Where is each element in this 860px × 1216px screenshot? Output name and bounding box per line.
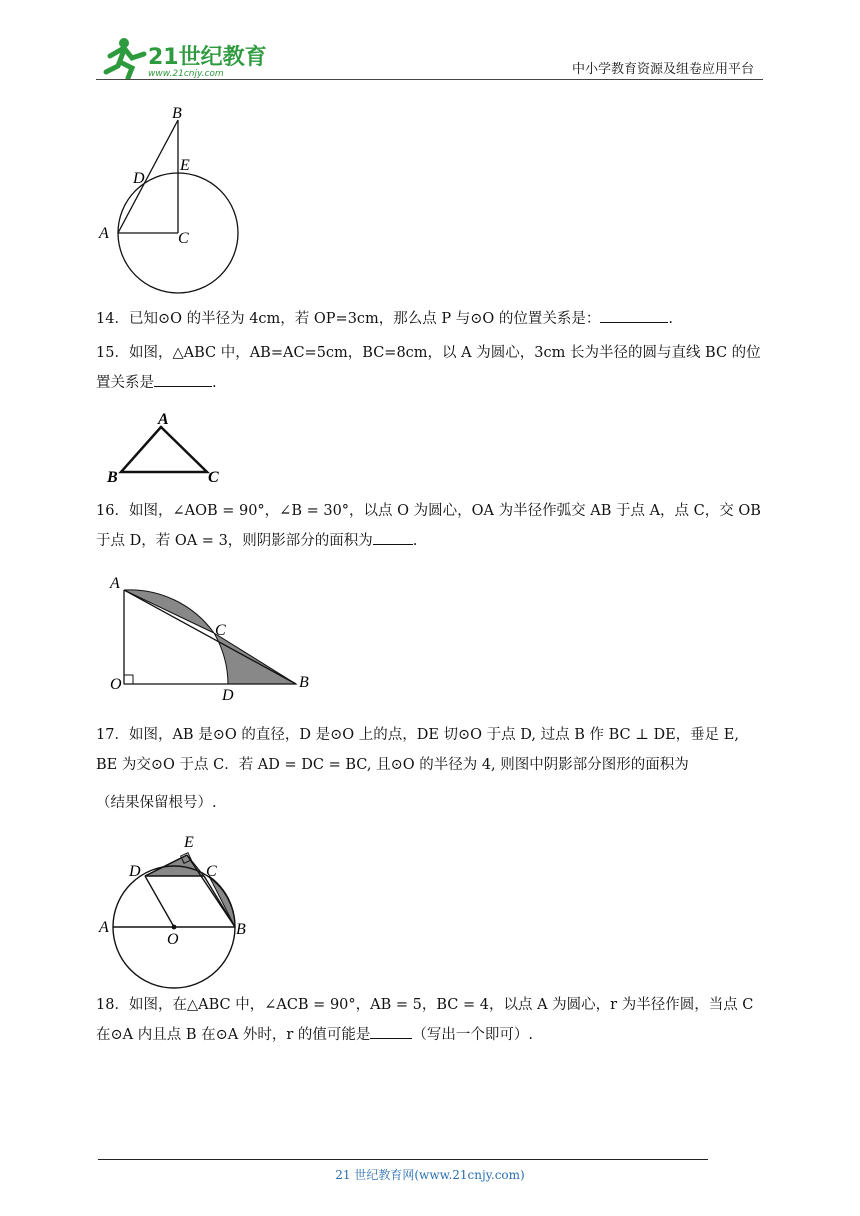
question-number: 18． xyxy=(96,997,129,1013)
question-end: . xyxy=(668,311,674,327)
question-end: （结果保留根号）. xyxy=(96,795,217,811)
label-b: B xyxy=(107,469,118,485)
runner-icon xyxy=(106,38,144,78)
label-c: C xyxy=(215,622,226,639)
figure-q13-circle-triangle xyxy=(96,100,256,295)
answer-blank[interactable] xyxy=(373,528,413,545)
figure-q15-triangle xyxy=(104,410,234,485)
question-14 xyxy=(96,304,764,334)
header-divider xyxy=(96,79,763,80)
logo-url: www.21cnjy.com xyxy=(148,69,224,79)
label-a: A xyxy=(110,575,120,592)
question-text: 如图，△ABC 中，AB=AC=5cm，BC=8cm，以 A 为圆心，3cm 长为半径的圆与直线 BC 的位置关系是 xyxy=(96,345,761,391)
question-number: 14． xyxy=(96,311,129,327)
label-a: A xyxy=(158,411,169,428)
question-number: 16． xyxy=(96,503,129,519)
label-d: D xyxy=(133,170,145,187)
question-18 xyxy=(96,990,764,1050)
question-text: 已知⊙O 的半径为 4cm，若 OP=3cm，那么点 P 与⊙O 的位置关系是： xyxy=(128,311,601,327)
question-15 xyxy=(96,338,764,398)
question-17 xyxy=(96,720,764,818)
question-end: . xyxy=(412,533,418,549)
label-a: A xyxy=(99,225,109,242)
label-b: B xyxy=(299,674,309,691)
label-c: C xyxy=(178,230,189,247)
label-e: E xyxy=(180,157,190,174)
logo-wordmark: 21世纪教育 xyxy=(148,45,266,70)
question-text: 如图，在△ABC 中，∠ACB = 90°，AB = 5，BC = 4，以点 A 为圆心，r 为半径作圆，当点 C 在⊙A 内且点 B 在⊙A 外时，r 的值可能是 xyxy=(96,997,754,1043)
question-end: . xyxy=(212,375,217,391)
label-c: C xyxy=(208,469,219,485)
label-o: O xyxy=(110,676,122,693)
figure-q17-circle xyxy=(96,830,266,990)
label-d: D xyxy=(129,863,141,880)
question-end: （写出一个即可）. xyxy=(412,1027,533,1043)
question-16 xyxy=(96,496,764,556)
question-text: 如图，AB 是⊙O 的直径，D 是⊙O 上的点，DE 切⊙O 于点 D, 过点 B 作 BC ⊥ DE，垂足 E, BE 为交⊙O 于点 C．若 AD = DC = BC, 且⊙O 的半径为 4, 则图中阴影部分图形的面积为 xyxy=(96,727,739,773)
question-text: 如图，∠AOB = 90°，∠B = 30°，以点 O 为圆心，OA 为半径作弧交 AB 于点 A，点 C，交 OB 于点 D，若 OA = 3，则阴影部分的面积为 xyxy=(96,503,761,549)
label-b: B xyxy=(236,921,246,938)
footer-divider xyxy=(98,1159,708,1160)
label-c: C xyxy=(206,863,217,880)
question-number: 15． xyxy=(96,345,129,361)
label-e: E xyxy=(184,834,194,851)
footer-link[interactable]: 21 世纪教育网(www.21cnjy.com) xyxy=(335,1168,525,1182)
site-tagline: 中小学教育资源及组卷应用平台 xyxy=(571,62,754,77)
label-d: D xyxy=(222,687,234,702)
answer-blank[interactable] xyxy=(154,370,212,387)
question-number: 17． xyxy=(96,727,129,743)
label-b: B xyxy=(172,105,182,122)
figure-q16-sector xyxy=(104,572,324,702)
answer-blank[interactable] xyxy=(370,1022,412,1039)
label-a: A xyxy=(99,919,109,936)
answer-blank[interactable] xyxy=(600,306,668,323)
site-logo xyxy=(96,34,266,80)
label-o: O xyxy=(167,931,179,948)
